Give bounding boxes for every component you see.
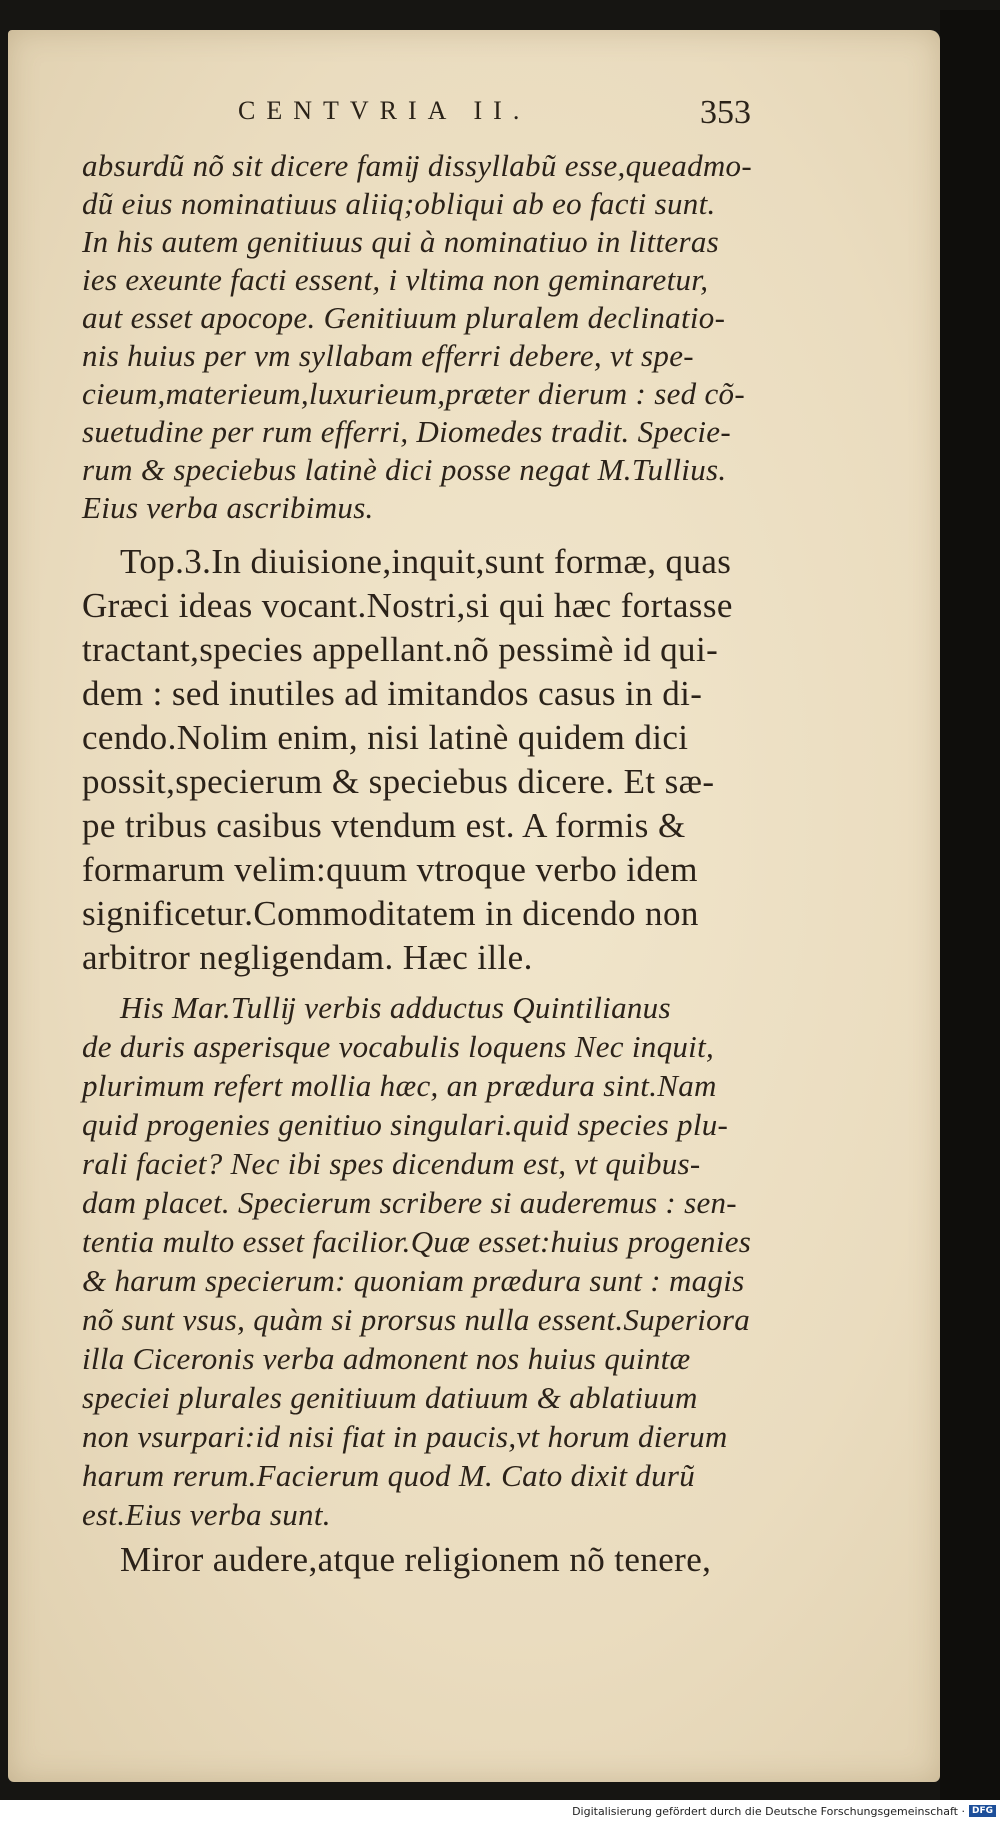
text-line: harum rerum.Facierum quod M. Cato dixit durũ — [82, 1458, 696, 1493]
text-line: speciei plurales genitiuum datiuum & ablatiuum — [82, 1380, 698, 1415]
text-line: rali faciet? Nec ibi spes dicendum est, vt quibus- — [82, 1146, 701, 1181]
text-line: cendo.Nolim enim, nisi latinè quidem dici — [82, 718, 689, 757]
text-line: arbitror negligendam. Hæc ille. — [82, 938, 533, 977]
text-line: His Mar.Tullĳ verbis adductus Quintilianus — [120, 990, 671, 1025]
text-line: est.Eius verba sunt. — [82, 1497, 331, 1532]
text-line: Græci ideas vocant.Nostri,si qui hæc fortasse — [82, 586, 733, 625]
page-number: 353 — [700, 94, 751, 131]
footer-bar — [0, 1800, 1000, 1822]
text-line: nis huius per vm syllabam efferri debere, vt spe- — [82, 338, 694, 373]
text-line: rum & speciebus latinè dici posse negat M.Tullius. — [82, 452, 727, 487]
text-line: Top.3.In diuisione,inquit,sunt formæ, quas — [120, 542, 732, 581]
text-line: tractant,species appellant.nõ pessimè id qui- — [82, 630, 719, 669]
running-head: CENTVRIA II. — [238, 96, 531, 125]
text-line: absurdũ nõ sit dicere famĳ dissyllabũ esse,queadmo- — [82, 148, 752, 183]
text-line: significetur.Commoditatem in dicendo non — [82, 894, 699, 933]
text-line: cieum,materieum,luxurieum,præter dierum : sed cõ- — [82, 376, 745, 411]
text-line: de duris asperisque vocabulis loquens Nec inquit, — [82, 1029, 715, 1064]
text-line: aut esset apocope. Genitiuum pluralem declinatio- — [82, 300, 726, 335]
text-line: ies exeunte facti essent, i vltima non geminaretur, — [82, 262, 709, 297]
text-line: pe tribus casibus vtendum est. A formis & — [82, 806, 686, 845]
text-line: & harum specierum: quoniam prædura sunt : magis — [82, 1263, 745, 1298]
text-line: dem : sed inutiles ad imitandos casus in di- — [82, 674, 703, 713]
text-line: Eius verba ascribimus. — [82, 490, 374, 525]
dfg-logo: DFG — [969, 1805, 996, 1817]
scan-dark-edge — [940, 10, 1000, 1800]
text-line: quid progenies genitiuo singulari.quid species plu- — [82, 1107, 729, 1142]
text-line: nõ sunt vsus, quàm si prorsus nulla essent.Superiora — [82, 1302, 751, 1337]
text-line: formarum velim:quum vtroque verbo idem — [82, 850, 698, 889]
text-line: dam placet. Specierum scribere si auderemus : sen- — [82, 1185, 737, 1220]
funding-credit: Digitalisierung gefördert durch die Deutsche Forschungsgemeinschaft · — [572, 1804, 965, 1818]
text-line: illa Ciceronis verba admonent nos huius quintæ — [82, 1341, 691, 1376]
text-line: non vsurpari:id nisi fiat in paucis,vt horum dierum — [82, 1419, 728, 1454]
text-line: plurimum refert mollia hæc, an prædura sint.Nam — [82, 1068, 717, 1103]
text-line: possit,specierum & speciebus dicere. Et sæ- — [82, 762, 715, 801]
text-line: suetudine per rum efferri, Diomedes tradit. Specie- — [82, 414, 731, 449]
text-line: Miror audere,atque religionem nõ tenere, — [120, 1540, 712, 1579]
text-line: dũ eius nominatiuus aliiq;obliqui ab eo facti sunt. — [82, 186, 716, 221]
text-line: In his autem genitiuus qui à nominatiuo in litteras — [82, 224, 720, 259]
text-line: tentia multo esset facilior.Quæ esset:huius progenies — [82, 1224, 752, 1259]
